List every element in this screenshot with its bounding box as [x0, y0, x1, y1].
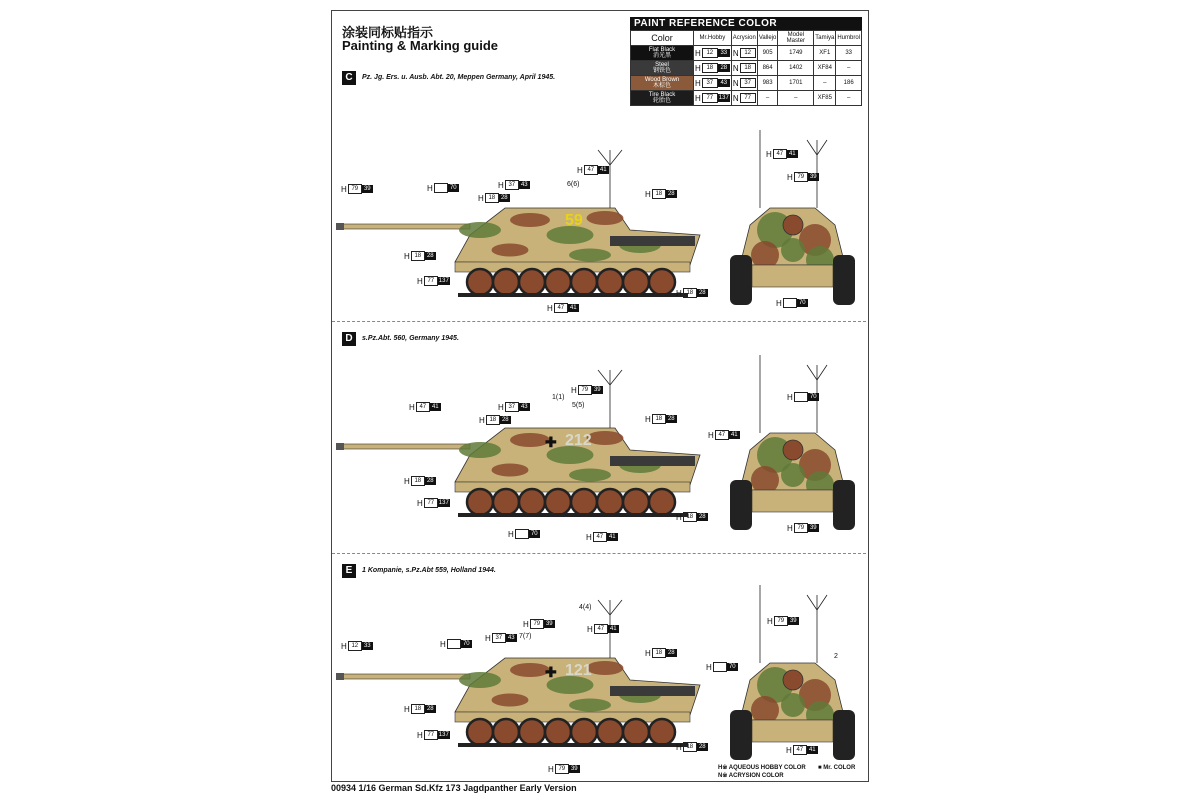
color-callout: H 77 137	[417, 276, 449, 286]
callout-ref: 41	[807, 746, 818, 754]
callout-ref: 39	[569, 765, 580, 773]
paint-name-cn: 钢铁色	[652, 67, 671, 74]
paint-name: Steel	[655, 62, 669, 68]
camo-patch	[510, 213, 550, 227]
color-callout: H 77 137	[417, 730, 449, 740]
antenna	[807, 365, 817, 380]
callout-code: 18	[411, 476, 425, 486]
callout-ref: 70	[797, 299, 808, 307]
callout-ref: 43	[519, 181, 530, 189]
color-callout: H 37 43	[498, 180, 530, 190]
color-callout: H 77 137	[417, 498, 449, 508]
road-wheel	[467, 269, 493, 295]
callout-code: 18	[683, 742, 697, 752]
callout-code: 47	[715, 430, 729, 440]
road-wheel	[649, 719, 675, 745]
color-callout: H 47 41	[577, 165, 609, 175]
callout-code: 47	[554, 303, 568, 313]
color-callout: H 70	[787, 392, 819, 402]
section-letter-e: E	[342, 564, 356, 578]
paint-name-cn: 木棕色	[652, 82, 671, 89]
tamiya-code: XF1	[814, 46, 836, 61]
acrysion-code: N 77	[731, 91, 757, 106]
callout-ref: 28	[697, 743, 708, 751]
color-callout: H 18 28	[404, 704, 436, 714]
callout-code: 77	[424, 276, 438, 286]
callout-ref: 28	[425, 705, 436, 713]
model-master-code: 1701	[778, 76, 814, 91]
callout-ref: 137	[438, 500, 449, 506]
callout-code: 12	[348, 641, 362, 651]
decal-number: 5(5)	[572, 402, 585, 409]
gun-barrel	[340, 444, 470, 449]
road-wheel	[623, 269, 649, 295]
road-wheel	[649, 489, 675, 515]
callout-ref: 41	[729, 431, 740, 439]
decal-number: 7(7)	[519, 633, 532, 640]
road-wheel	[519, 269, 545, 295]
color-callout: H 18 28	[645, 648, 677, 658]
callout-ref: 28	[499, 194, 510, 202]
road-wheel	[597, 489, 623, 515]
vallejo-code: 983	[757, 76, 778, 91]
tamiya-code: XF84	[814, 61, 836, 76]
camo-patch	[781, 693, 805, 717]
callout-code: 37	[505, 180, 519, 190]
balkenkreuz: ✚	[545, 434, 557, 450]
road-wheel	[623, 489, 649, 515]
camo-patch	[569, 469, 611, 482]
color-callout: H 47 41	[586, 532, 618, 542]
mr-color-icon: ■	[818, 765, 822, 771]
col-tamiya: Tamiya	[814, 31, 836, 46]
color-callout: H 70	[706, 662, 738, 672]
callout-code: 37	[492, 633, 506, 643]
callout-ref: 43	[506, 634, 517, 642]
color-callout: H 37 43	[498, 402, 530, 412]
callout-ref: 43	[519, 403, 530, 411]
legend-m: Mr. COLOR	[823, 765, 856, 771]
gun-mantlet	[783, 215, 803, 235]
color-callout: H 18 28	[404, 251, 436, 261]
antenna	[817, 595, 827, 610]
antenna	[610, 370, 622, 385]
decal-number: 6(6)	[567, 181, 580, 188]
track-left	[730, 480, 752, 530]
road-wheel	[545, 489, 571, 515]
camo-patch	[459, 672, 501, 688]
color-callout: H 18 28	[645, 414, 677, 424]
camo-patch	[781, 463, 805, 487]
humbrol-code: –	[836, 91, 862, 106]
col-mrhobby: Mr.Hobby	[694, 31, 732, 46]
color-callout: H 47 41	[766, 149, 798, 159]
lower-plate	[752, 720, 833, 742]
track	[458, 513, 688, 517]
callout-ref: 28	[425, 477, 436, 485]
paint-table-header: PAINT REFERENCE COLOR	[630, 17, 862, 30]
tamiya-code: XF85	[814, 91, 836, 106]
color-callout: H 18 28	[479, 415, 511, 425]
col-vallejo: Vallejo	[757, 31, 778, 46]
callout-ref: 39	[808, 524, 819, 532]
lower-plate	[752, 490, 833, 512]
color-callout: H 79 39	[571, 385, 603, 395]
callout-code: 18	[486, 415, 500, 425]
color-callout: H 47 41	[786, 745, 818, 755]
track-left	[730, 255, 752, 305]
mrhobby-code: H 18 28	[694, 61, 732, 76]
antenna	[598, 600, 610, 615]
road-wheel	[519, 489, 545, 515]
paint-name: Tire Black	[648, 92, 676, 98]
road-wheel	[597, 269, 623, 295]
page-title: Painting & Marking guide	[342, 38, 499, 53]
callout-code: 47	[593, 532, 607, 542]
balkenkreuz: ✚	[545, 664, 557, 680]
callout-ref: 39	[788, 617, 799, 625]
col-color: Color	[631, 31, 694, 46]
callout-ref: 41	[787, 150, 798, 158]
legend-colors	[718, 764, 806, 780]
decal-number: 2	[834, 653, 838, 660]
callout-ref: 137	[438, 732, 449, 738]
callout-code: 47	[584, 165, 598, 175]
page-footer: 00934 1/16 German Sd.Kfz 173 Jagdpanther Early Version	[331, 783, 577, 793]
color-callout: H 18 28	[478, 193, 510, 203]
callout-code: 47	[416, 402, 430, 412]
color-callout: H 79 39	[767, 616, 799, 626]
tactical-number: 212	[565, 432, 592, 449]
acrysion-code: N 37	[731, 76, 757, 91]
color-callout: H 18 28	[645, 189, 677, 199]
acrysion-code: N 12	[731, 46, 757, 61]
color-callout: H 18 28	[676, 742, 708, 752]
road-wheel	[493, 719, 519, 745]
antenna	[817, 140, 827, 155]
track	[458, 743, 688, 747]
callout-code: 79	[794, 172, 808, 182]
callout-code	[447, 639, 461, 649]
paint-name-cn: 轮胎色	[652, 97, 671, 104]
lower-plate	[752, 265, 833, 287]
antenna	[807, 140, 817, 155]
section-letter-c: C	[342, 71, 356, 85]
camo-patch	[569, 249, 611, 262]
callout-ref: 33	[362, 642, 373, 650]
callout-code: 47	[773, 149, 787, 159]
color-callout: H 18 28	[676, 512, 708, 522]
camo-patch	[510, 663, 550, 677]
callout-code: 79	[578, 385, 592, 395]
camo-patch	[492, 244, 529, 257]
humbrol-code: 33	[836, 46, 862, 61]
road-wheel	[467, 489, 493, 515]
antenna	[807, 595, 817, 610]
callout-ref: 137	[438, 278, 449, 284]
callout-ref: 70	[461, 640, 472, 648]
road-wheel	[597, 719, 623, 745]
callout-code: 18	[683, 512, 697, 522]
muzzle-brake	[336, 223, 344, 230]
track-left	[730, 710, 752, 760]
model-master-code: 1749	[778, 46, 814, 61]
mrhobby-code: H 37 43	[694, 76, 732, 91]
camo-patch	[510, 433, 550, 447]
callout-code: 77	[424, 498, 438, 508]
callout-code: 79	[530, 619, 544, 629]
camo-patch	[459, 442, 501, 458]
callout-ref: 39	[592, 386, 603, 394]
callout-code: 37	[505, 402, 519, 412]
antenna	[610, 600, 622, 615]
color-callout: H 37 43	[485, 633, 517, 643]
track	[458, 293, 688, 297]
road-wheel	[571, 489, 597, 515]
gun-barrel	[340, 224, 470, 229]
tamiya-code: –	[814, 76, 836, 91]
gun-barrel	[340, 674, 470, 679]
road-wheel	[545, 269, 571, 295]
section-caption-e: 1 Kompanie, s.Pz.Abt 559, Holland 1944.	[362, 567, 496, 574]
callout-code: 79	[555, 764, 569, 774]
color-callout: H 70	[440, 639, 472, 649]
callout-ref: 39	[544, 620, 555, 628]
col-humbrol: Humbrol	[836, 31, 862, 46]
antenna	[817, 365, 827, 380]
col-model-master: Model Master	[778, 31, 814, 46]
road-wheel	[571, 719, 597, 745]
antenna	[598, 150, 610, 165]
antenna	[610, 150, 622, 165]
road-wheel	[623, 719, 649, 745]
camo-patch	[492, 464, 529, 477]
color-callout: H 70	[776, 298, 808, 308]
color-callout: H 47 41	[409, 402, 441, 412]
callout-code	[515, 529, 529, 539]
camo-patch	[781, 238, 805, 262]
callout-ref: 28	[666, 190, 677, 198]
callout-code: 47	[594, 624, 608, 634]
callout-ref: 28	[425, 252, 436, 260]
callout-code: 18	[652, 414, 666, 424]
acrysion-code: N 18	[731, 61, 757, 76]
decal-number: 4(4)	[579, 604, 592, 611]
vallejo-code: –	[757, 91, 778, 106]
track-spares	[610, 456, 695, 466]
track-spares	[610, 236, 695, 246]
callout-ref: 39	[808, 173, 819, 181]
mrhobby-code: H 12 33	[694, 46, 732, 61]
vallejo-code: 864	[757, 61, 778, 76]
camo-patch	[587, 431, 624, 445]
color-callout: H 47 41	[587, 624, 619, 634]
callout-ref: 70	[727, 663, 738, 671]
camo-patch	[492, 694, 529, 707]
color-callout: H 47 41	[708, 430, 740, 440]
gun-mantlet	[783, 440, 803, 460]
tactical-number: 59	[565, 212, 583, 229]
color-callout: H 79 39	[787, 172, 819, 182]
road-wheel	[519, 719, 545, 745]
callout-code: 18	[411, 251, 425, 261]
color-callout: H 79 39	[341, 184, 373, 194]
camo-patch	[587, 661, 624, 675]
callout-ref: 41	[568, 304, 579, 312]
callout-code: 79	[774, 616, 788, 626]
color-callout: H 70	[427, 183, 459, 193]
camo-patch	[569, 699, 611, 712]
paint-name: Flat Black	[648, 47, 676, 53]
road-wheel	[467, 719, 493, 745]
page-title-cn: 涂装同标贴指示	[342, 26, 434, 41]
paint-name: Wood Brown	[644, 77, 680, 83]
vallejo-code: 905	[757, 46, 778, 61]
callout-code	[713, 662, 727, 672]
antenna	[598, 370, 610, 385]
section-letter-d: D	[342, 332, 356, 346]
callout-ref: 70	[808, 393, 819, 401]
road-wheel	[649, 269, 675, 295]
callout-ref: 41	[430, 403, 441, 411]
humbrol-code: 186	[836, 76, 862, 91]
callout-ref: 41	[607, 533, 618, 541]
callout-code	[434, 183, 448, 193]
callout-code	[794, 392, 808, 402]
color-callout: H 18 28	[676, 288, 708, 298]
callout-ref: 28	[666, 415, 677, 423]
callout-code: 79	[794, 523, 808, 533]
color-callout: H 18 28	[404, 476, 436, 486]
section-caption-d: s.Pz.Abt. 560, Germany 1945.	[362, 335, 459, 342]
muzzle-brake	[336, 673, 344, 680]
callout-ref: 41	[608, 625, 619, 633]
callout-ref: 28	[697, 513, 708, 521]
camo-patch	[587, 211, 624, 225]
color-callout: H 79 39	[548, 764, 580, 774]
color-callout: H 12 33	[341, 641, 373, 651]
color-callout: H 47 41	[547, 303, 579, 313]
road-wheel	[571, 269, 597, 295]
camo-patch	[459, 222, 501, 238]
section-caption-c: Pz. Jg. Ers. u. Ausb. Abt. 20, Meppen Germany, April 1945.	[362, 74, 556, 81]
humbrol-code: –	[836, 61, 862, 76]
callout-code: 18	[652, 648, 666, 658]
callout-code: 18	[411, 704, 425, 714]
callout-ref: 28	[500, 416, 511, 424]
callout-code: 79	[348, 184, 362, 194]
callout-ref: 70	[448, 184, 459, 192]
color-callout: H 79 39	[787, 523, 819, 533]
callout-ref: 39	[362, 185, 373, 193]
track-right	[833, 255, 855, 305]
track-spares	[610, 686, 695, 696]
road-wheel	[493, 489, 519, 515]
callout-ref: 41	[598, 166, 609, 174]
decal-number: 1(1)	[552, 394, 565, 401]
callout-code: 47	[793, 745, 807, 755]
callout-code: 18	[485, 193, 499, 203]
legend-h: H※ AQUEOUS HOBBY COLOR	[718, 765, 806, 771]
road-wheel	[493, 269, 519, 295]
track-right	[833, 480, 855, 530]
paint-name-cn: 消光黑	[652, 52, 671, 59]
callout-ref: 70	[529, 530, 540, 538]
callout-code: 18	[652, 189, 666, 199]
mrhobby-code: H 77 137	[694, 91, 732, 106]
color-callout: H 70	[508, 529, 540, 539]
callout-code	[783, 298, 797, 308]
model-master-code: –	[778, 91, 814, 106]
tactical-number: 121	[565, 662, 592, 679]
track-right	[833, 710, 855, 760]
legend-mr-color	[818, 764, 855, 772]
callout-code: 77	[424, 730, 438, 740]
callout-code: 18	[683, 288, 697, 298]
muzzle-brake	[336, 443, 344, 450]
road-wheel	[545, 719, 571, 745]
gun-mantlet	[783, 670, 803, 690]
col-acrysion: Acrysion	[731, 31, 757, 46]
callout-ref: 28	[666, 649, 677, 657]
callout-ref: 28	[697, 289, 708, 297]
legend-n: N※ ACRYSION COLOR	[718, 773, 784, 779]
color-callout: H 79 39	[523, 619, 555, 629]
model-master-code: 1402	[778, 61, 814, 76]
